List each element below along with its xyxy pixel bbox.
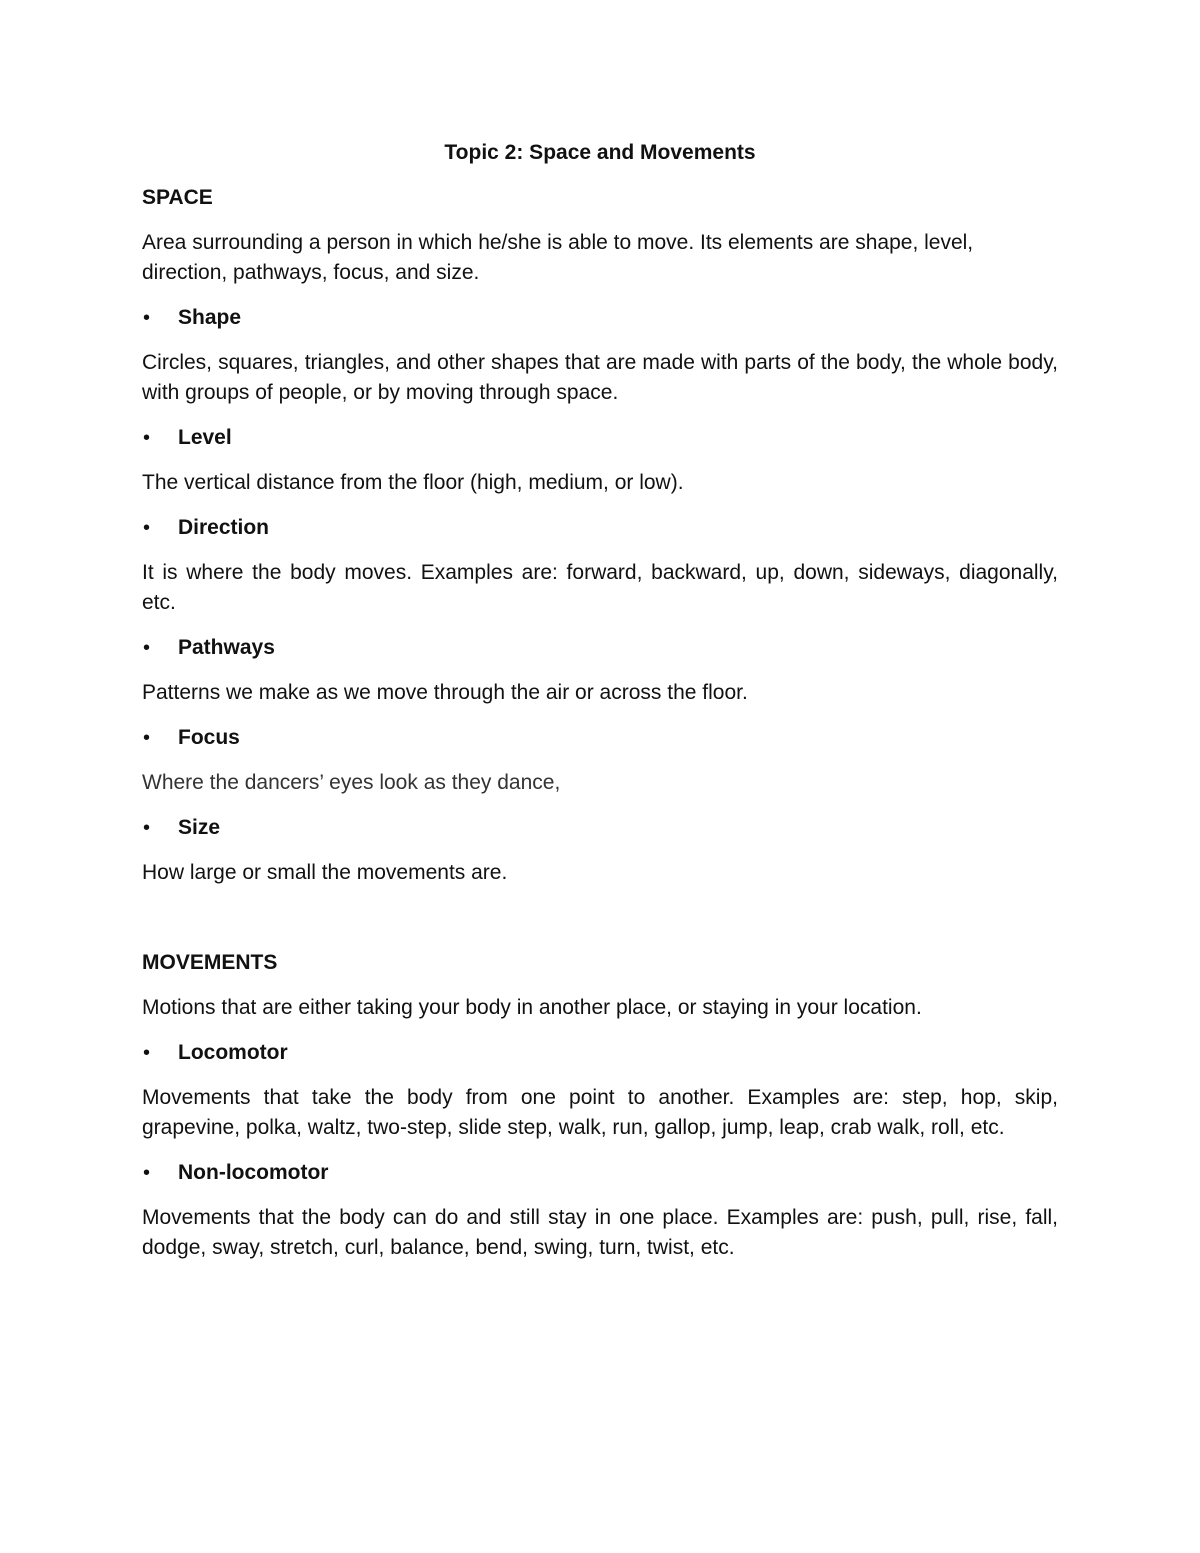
bullet-icon: • <box>143 1162 151 1184</box>
term-description: Where the dancers’ eyes look as they dance, <box>142 771 561 794</box>
section-heading-movements: MOVEMENTS <box>142 951 278 974</box>
section-heading-space: SPACE <box>142 186 213 209</box>
bullet-focus <box>142 723 1058 753</box>
bullet-icon: • <box>143 427 151 449</box>
term-label: Level <box>178 426 232 449</box>
term-label: Focus <box>178 726 240 749</box>
bullet-level <box>142 423 1058 453</box>
bullet-icon: • <box>143 1042 151 1064</box>
term-description: Patterns we make as we move through the air or across the floor. <box>142 681 748 704</box>
bullet-icon: • <box>143 637 151 659</box>
term-label: Size <box>178 816 221 839</box>
bullet-pathways <box>142 633 1058 663</box>
page-title: Topic 2: Space and Movements <box>444 141 756 164</box>
bullet-locomotor <box>142 1038 1058 1068</box>
term-label: Pathways <box>178 636 275 659</box>
term-description: Movements that the body can do and still stay in one place. Examples are: push, pull, rise, fall, dodge, sway, stretch, curl, balance, bend, swing, turn, twist, etc. <box>142 1206 1058 1259</box>
bullet-icon: • <box>143 307 151 329</box>
space-intro: Area surrounding a person in which he/she is able to move. Its elements are shape, level, direction, pathways, focus, and size. <box>142 231 974 284</box>
bullet-direction <box>142 513 1058 543</box>
term-description: The vertical distance from the floor (high, medium, or low). <box>142 471 684 494</box>
term-description: Movements that take the body from one point to another. Examples are: step, hop, skip, grapevine, polka, waltz, two-step, slide step, walk, run, gallop, jump, leap, crab walk, roll, etc. <box>142 1086 1058 1139</box>
bullet-icon: • <box>143 817 151 839</box>
bullet-non-locomotor <box>142 1158 1058 1188</box>
term-label: Non-locomotor <box>178 1161 329 1184</box>
movements-intro: Motions that are either taking your body in another place, or staying in your location. <box>142 996 922 1019</box>
bullet-icon: • <box>143 727 151 749</box>
document-page <box>142 138 1058 1278</box>
term-label: Locomotor <box>178 1041 288 1064</box>
section-spacer <box>142 903 1058 948</box>
term-label: Shape <box>178 306 242 329</box>
term-description: Circles, squares, triangles, and other shapes that are made with parts of the body, the whole body, with groups of people, or by moving through space. <box>142 351 1058 404</box>
bullet-icon: • <box>143 517 151 539</box>
term-description: It is where the body moves. Examples are: forward, backward, up, down, sideways, diagonally, etc. <box>142 561 1058 614</box>
bullet-size <box>142 813 1058 843</box>
term-label: Direction <box>178 516 270 539</box>
term-description: How large or small the movements are. <box>142 861 508 884</box>
bullet-shape <box>142 303 1058 333</box>
